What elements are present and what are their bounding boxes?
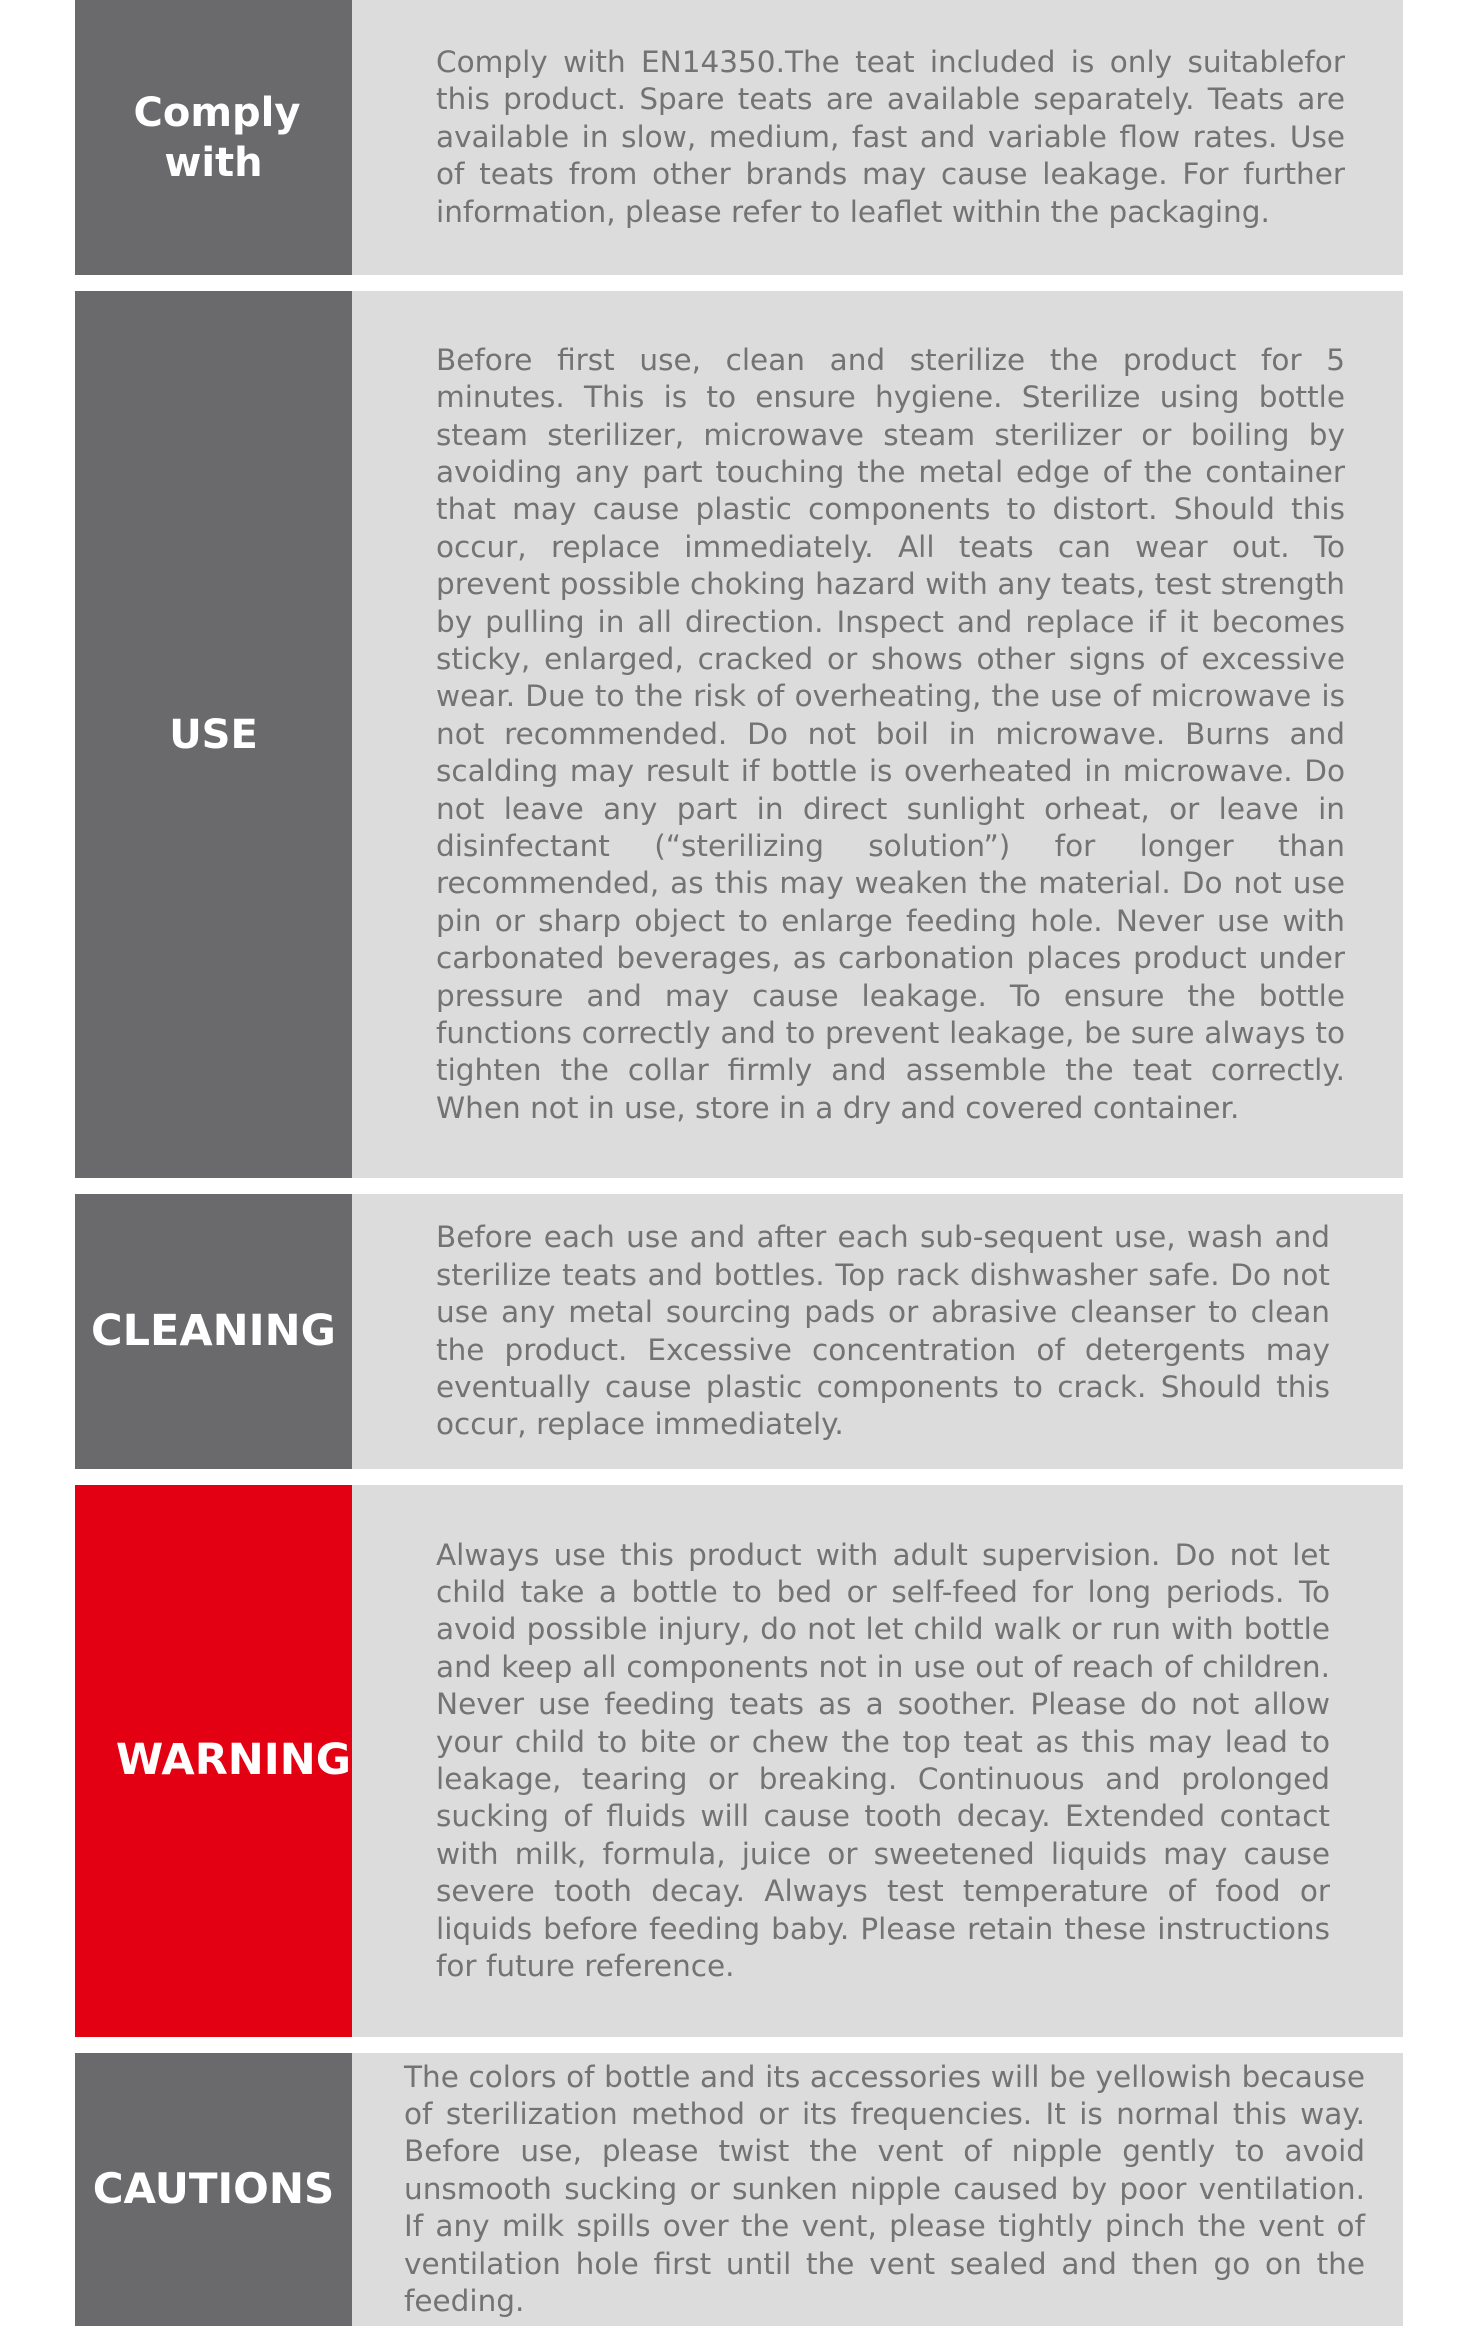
- section-body-text: Always use this product with adult supervision. Do not let child take a bottle to bed or self-feed for long periods. To avoid possible injury, do not let child walk or run with bottle and keep all components not in use out of reach of children. Never use feeding teats as a soother. Please do not allow your child to bite or chew the top teat as this may lead to leakage, tearing or breaking. Continuous and prolonged sucking of fluids will cause tooth decay. Extended contact with milk, formula, juice or sweetened liquids may cause severe tooth decay. Always test temperature of food or liquids before feeding baby. Please retain these instructions for future reference.: [436, 1537, 1330, 1984]
- section-body-text: Comply with EN14350.The teat included is only suitablefor this product. Spare teats are available separately. Teats are available in slow, medium, fast and variable flow rates. Use of teats from other brands may cause leakage. For further information, please refer to leaflet within the packaging.: [436, 44, 1345, 229]
- section-heading-text: CAUTIONS: [92, 2164, 335, 2214]
- section-use: [75, 291, 1403, 1178]
- section-body-text: Before each use and after each sub-sequent use, wash and sterilize teats and bottles. Top rack dishwasher safe. Do not use any metal sourcing pads or abrasive cleanser to clean the product. Excessive concentration of detergents may eventually cause plastic components to crack. Should this occur, replace immediately.: [436, 1220, 1330, 1442]
- section-heading-warning: [75, 1485, 352, 2037]
- section-warning: [75, 1485, 1403, 2037]
- section-heading-comply-with: [75, 0, 352, 275]
- section-body-use: [352, 291, 1403, 1178]
- section-cautions: [75, 2053, 1403, 2326]
- section-comply-with: [75, 0, 1403, 275]
- section-heading-use: [75, 291, 352, 1178]
- section-body-comply-with: [352, 0, 1403, 275]
- section-heading-text: Comply with: [133, 89, 301, 186]
- section-heading-text: USE: [169, 711, 258, 758]
- section-heading-cleaning: [75, 1194, 352, 1469]
- section-body-text: Before first use, clean and sterilize the product for 5 minutes. This is to ensure hygiene. Sterilize using bottle steam sterilizer, microwave steam sterilizer or boiling by avoiding any part touching the metal edge of the container that may cause plastic components to distort. Should this occur, replace immediately. All teats can wear out. To prevent possible choking hazard with any teats, test strength by pulling in all direction. Inspect and replace if it becomes sticky, enlarged, cracked or shows other signs of excessive wear. Due to the risk of overheating, the use of microwave is not recommended. Do not boil in microwave. Burns and scalding may result if bottle is overheated in microwave. Do not leave any part in direct sunlight orheat, or leave in disinfectant (“sterilizing solution”) for longer than recommended, as this may weaken the material. Do not use pin or sharp object to enlarge feeding hole. Never use with carbonated beverages, as carbonation places product under pressure and may cause leakage. To ensure the bottle functions correctly and to prevent leakage, be sure always to tighten the collar firmly and assemble the teat correctly. When not in use, store in a dry and covered container.: [436, 342, 1345, 1125]
- section-cleaning: [75, 1194, 1403, 1469]
- section-heading-text: WARNING: [115, 1735, 352, 1786]
- section-body-text: The colors of bottle and its accessories will be yellowish because of sterilization method or its frequencies. It is normal this way. Before use, please twist the vent of nipple gently to avoid unsmooth sucking or sunken nipple caused by poor ventilation. If any milk spills over the vent, please tightly pinch the vent of ventilation hole first until the vent sealed and then go on the feeding.: [404, 2059, 1365, 2319]
- section-heading-text: CLEANING: [91, 1305, 336, 1356]
- section-body-warning: [352, 1485, 1403, 2037]
- section-body-cautions: [352, 2053, 1403, 2326]
- section-heading-cautions: [75, 2053, 352, 2326]
- section-body-cleaning: [352, 1194, 1403, 1469]
